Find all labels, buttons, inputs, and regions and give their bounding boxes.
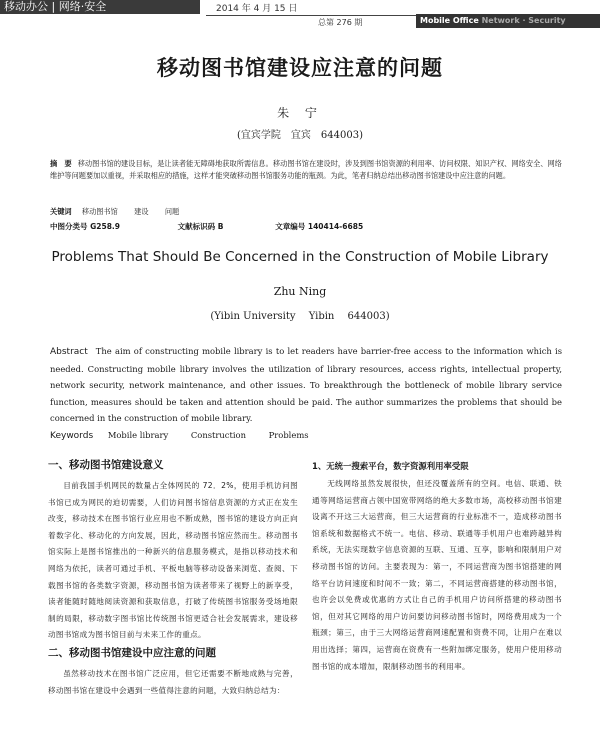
keyword-cn: 问题 xyxy=(164,207,180,216)
subsection-1-heading: 1、无统一搜索平台，数字资源利用率受限 xyxy=(312,461,469,471)
keywords-cn xyxy=(50,207,193,217)
keywords-cn-label: 关键词 xyxy=(50,207,72,216)
right-column xyxy=(312,456,562,675)
journal-section-banner xyxy=(416,14,600,28)
abstract-cn xyxy=(50,158,562,181)
english-affiliation: (Yibin University Yibin 644003) xyxy=(210,311,390,322)
abstract-cn-label: 摘 要 xyxy=(50,159,72,168)
keywords-en xyxy=(50,430,329,441)
abstract-en-text: The aim of constructing mobile library is to let readers have barrier-free access to the information which is needed. Constructing mobile library involves the utilization of library resources, access rights, intellectual property, network security, network maintenance, and other issues. To breakthrough the bottleneck of mobile library service function, measures should be taken and attention should be paid. The author summarizes the problems that should be concerned in the construction of mobile library. xyxy=(50,346,562,423)
keyword-en: Construction xyxy=(190,430,246,440)
section-2-paragraph: 虽然移动技术在图书馆广泛应用，但它还需要不断地成熟与完善，移动图书馆在建设中会遇到一些值得注意的问题，大致归纳总结为： xyxy=(48,668,298,695)
clc-number: 中图分类号 G258.9 xyxy=(50,222,120,231)
author: 朱 宁 xyxy=(277,106,323,120)
classification-row xyxy=(50,221,363,232)
article-number: 文章编号 140414-6685 xyxy=(275,222,364,231)
affiliation: (宜宾学院 宜宾 644003) xyxy=(237,130,363,141)
abstract-en-label: Abstract xyxy=(50,347,88,357)
banner-strong: Mobile Office xyxy=(420,16,479,25)
banner-tag: Network · Security xyxy=(481,16,566,25)
journal-column-banner: 移动办公 | 网络·安全 xyxy=(0,0,200,14)
doc-code: 文献标识码 B xyxy=(177,222,224,231)
keyword-cn: 建设 xyxy=(134,207,149,216)
english-title: Problems That Should Be Concerned in the Construction of Mobile Library xyxy=(51,249,549,265)
english-author: Zhu Ning xyxy=(273,285,327,298)
paper-title: 移动图书馆建设应注意的问题 xyxy=(157,56,443,80)
subsection-1-paragraph: 无线网络虽然发展很快，但还没覆盖所有的空间。电信、联通、铁通等网络运营商占领中国宽带网络的绝大多数市场，高校移动图书馆建设离不开这三大运营商，但三大运营商的行业标准不一，造成移动图书馆系统和数据格式不统一。电信、移动、联通等手机用户也难跨越异构系统，无法实现数字信息资源的互联、互通、互享，影响和限制用户对移动图书馆的访问。主要表现为：第一，不同运营商为图书馆搭建的网络平台访问速度和时间不一致；第二，不同运营商搭建的移动图书馆，也许会以免费或优惠的方式让自己的手机用户访问所搭建的移动图书馆，但对其它网络的用户访问要访问移动图书馆时，网络费用成为一个瓶颈；第三，由于三大网络运营商网速配置和资费不同，让用户在难以用出选择；第四，运营商在资费有一些附加绑定服务，使用户使用移动图书馆的成本增加，限制移动图书的利用率。 xyxy=(312,479,562,671)
abstract-en xyxy=(50,343,562,427)
keyword-en: Mobile library xyxy=(107,430,169,440)
keyword-en: Problems xyxy=(268,430,309,440)
issue-date: 2014 年 4 月 15 日 xyxy=(216,4,298,14)
section-2-heading: 二、移动图书馆建设中应注意的问题 xyxy=(48,646,216,659)
section-1-heading: 一、移动图书馆建设意义 xyxy=(48,459,164,471)
abstract-cn-text: 移动图书馆的建设目标，是让读者能无障碍地获取所需信息。移动图书馆在建设时，涉及到图书馆资源的利用率、访问权限、知识产权、网络安全、网络维护等问题要加以重视，并采取相应的措施，这样才能突破移动图书馆服务功能的瓶颈。为此，笔者归纳总结出移动图书馆建设中应注意的问题。 xyxy=(50,159,562,180)
left-column xyxy=(48,458,298,699)
keywords-en-label: Keywords xyxy=(50,431,94,441)
keyword-cn: 移动图书馆 xyxy=(81,207,118,216)
section-1-paragraph: 目前我国手机网民的数量占全体网民的 72．2%，使用手机访问图书馆已成为网民的迫切需要，人们访问图书馆信息资源的方式正在发生改变，移动技术在图书馆行业应用也不断成熟，图书馆的建设方向正向着数字化、移动化的方向发展，因此，移动图书馆应然而生。移动图书馆实际上是图书馆推出的一种新兴的信息服务模式，是指以移动技术和网络为依托，读者可通过手机、平板电脑等移动设备来浏览、查阅、下载图书馆的各类数字资源，移动图书馆为读者带来了视野上的新享受，读者能随时随地阅读资源和获取信息，打破了传统图书馆服务受场地限制的局限，移动数字图书馆比传统图书馆更适合社会发展需求，建设移动图书馆成为图书馆目前与未来工作的重点。 xyxy=(48,481,298,640)
issue-number: 总第 276 期 xyxy=(318,18,363,27)
